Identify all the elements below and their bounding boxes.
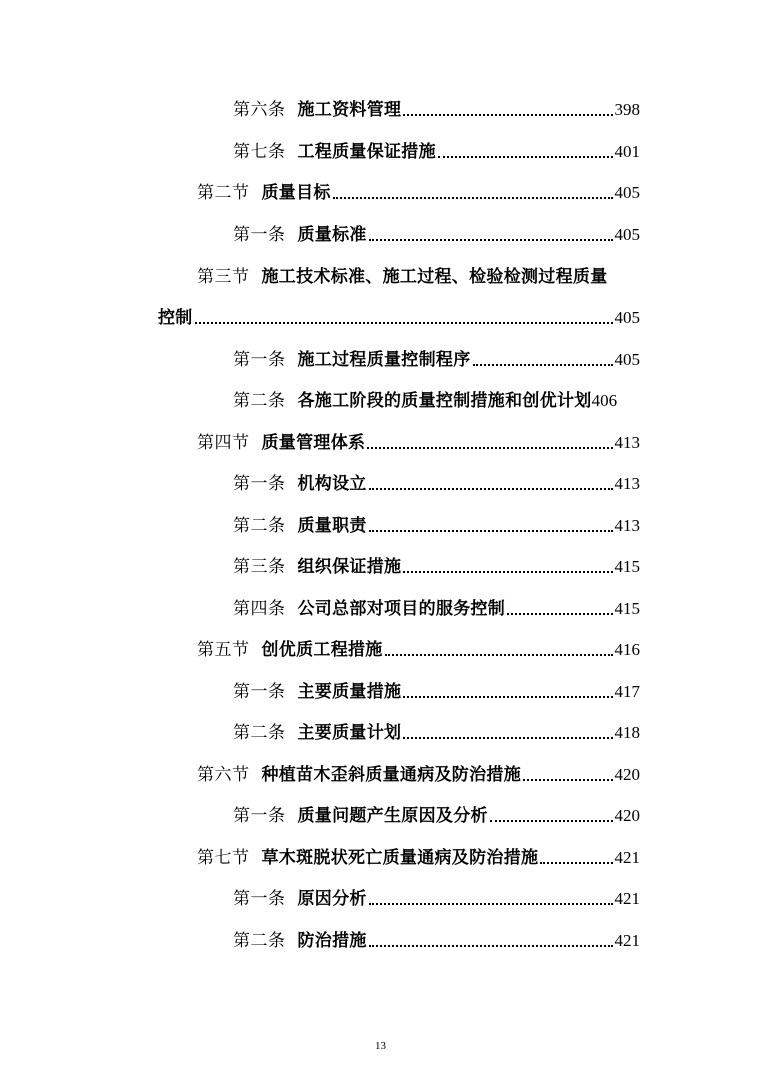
dot-leader <box>369 488 613 490</box>
toc-entry-label: 第一条 <box>233 682 286 702</box>
dot-leader <box>403 114 612 116</box>
dot-leader <box>403 696 612 698</box>
toc-entry-page: 405 <box>614 350 640 369</box>
toc-entry-label: 第七条 <box>233 142 286 162</box>
toc-entry-page: 413 <box>614 516 640 535</box>
dot-leader <box>369 903 613 905</box>
dot-leader <box>403 571 612 573</box>
toc-entry-title: 机构设立 <box>297 474 367 494</box>
toc-entry-title: 原因分析 <box>297 889 367 909</box>
dot-leader <box>333 197 613 199</box>
toc-entry-title: 施工资料管理 <box>297 100 402 120</box>
toc-entry[interactable] <box>197 428 640 454</box>
toc-entry-page: 421 <box>614 848 640 867</box>
toc-entry-label: 第三节 <box>197 267 250 287</box>
toc-entry-page: 416 <box>614 640 640 659</box>
toc-entry[interactable] <box>233 386 643 412</box>
toc-entry-label: 第一条 <box>233 225 286 245</box>
toc-entry-title: 组织保证措施 <box>297 557 402 577</box>
toc-entry-title: 主要质量计划 <box>297 723 402 743</box>
toc-entry-page: 406 <box>591 391 618 410</box>
toc-entry-title: 质量目标 <box>261 183 331 203</box>
toc-entry-title: 防治措施 <box>297 931 367 951</box>
toc-entry-title: 质量管理体系 <box>261 433 366 453</box>
toc-entry-label: 第一条 <box>233 350 286 370</box>
dot-leader <box>490 820 613 822</box>
dot-leader <box>369 239 613 241</box>
toc-entry[interactable] <box>233 552 640 578</box>
toc-entry[interactable] <box>233 345 640 371</box>
toc-entry-continuation[interactable] <box>158 303 640 329</box>
toc-entry-page: 405 <box>614 225 640 244</box>
toc-entry[interactable] <box>233 801 640 827</box>
toc-entry[interactable] <box>233 718 640 744</box>
toc-entry[interactable] <box>197 843 640 869</box>
toc-entry-page: 401 <box>614 142 640 161</box>
toc-entry[interactable] <box>233 594 640 620</box>
toc-entry-label: 第一条 <box>233 889 286 909</box>
toc-entry-label: 第二条 <box>233 391 286 411</box>
dot-leader <box>385 654 613 656</box>
toc-entry-page: 421 <box>614 931 640 950</box>
toc-entry[interactable] <box>197 262 640 288</box>
toc-entry-title: 施工技术标准、施工过程、检验检测过程质量 <box>261 267 608 287</box>
toc-entry-label: 第四条 <box>233 599 286 619</box>
dot-leader <box>438 156 613 158</box>
toc-entry-label: 第四节 <box>197 433 250 453</box>
toc-entry-label: 第三条 <box>233 557 286 577</box>
toc-entry[interactable] <box>233 469 640 495</box>
toc-entry-page: 418 <box>614 723 640 742</box>
toc-entry-label: 第二节 <box>197 183 250 203</box>
toc-entry-page: 415 <box>614 599 640 618</box>
toc-entry-label: 第二条 <box>233 723 286 743</box>
toc-entry-label: 第二条 <box>233 516 286 536</box>
toc-entry-page: 421 <box>614 889 640 908</box>
toc-entry-label: 第五节 <box>197 640 250 660</box>
page-number: 13 <box>375 1040 386 1052</box>
dot-leader <box>540 862 612 864</box>
toc-entry-page: 413 <box>614 474 640 493</box>
toc-entry-title: 控制 <box>158 308 193 328</box>
toc-entry-label: 第一条 <box>233 806 286 826</box>
toc-entry-page: 420 <box>614 765 640 784</box>
toc-entry[interactable] <box>233 511 640 537</box>
toc-entry-page: 420 <box>614 806 640 825</box>
toc-entry-label: 第六条 <box>233 100 286 120</box>
toc-entry-title: 质量问题产生原因及分析 <box>297 806 488 826</box>
toc-entry[interactable] <box>233 220 640 246</box>
dot-leader <box>523 779 613 781</box>
toc-entry-page: 413 <box>614 433 640 452</box>
dot-leader <box>195 322 613 324</box>
toc-entry[interactable] <box>197 760 640 786</box>
toc-entry-page: 405 <box>614 183 640 202</box>
toc-entry[interactable] <box>233 884 640 910</box>
toc-entry-title: 各施工阶段的质量控制措施和创优计划 <box>297 391 592 411</box>
toc-entry-page: 405 <box>614 308 640 327</box>
toc-entry-title: 公司总部对项目的服务控制 <box>297 599 506 619</box>
toc-entry-label: 第一条 <box>233 474 286 494</box>
toc-entry-title: 主要质量措施 <box>297 682 402 702</box>
toc-entry-page: 415 <box>614 557 640 576</box>
dot-leader <box>369 530 613 532</box>
toc-entry-label: 第六节 <box>197 765 250 785</box>
toc-entry[interactable] <box>233 137 640 163</box>
toc-entry[interactable] <box>233 926 640 952</box>
dot-leader <box>369 945 613 947</box>
toc-entry-title: 施工过程质量控制程序 <box>297 350 471 370</box>
toc-entry-title: 质量职责 <box>297 516 367 536</box>
toc-entry-page: 398 <box>614 100 640 119</box>
toc-entry[interactable] <box>233 677 640 703</box>
toc-entry[interactable] <box>197 178 640 204</box>
toc-entry-label: 第七节 <box>197 848 250 868</box>
toc-entry[interactable] <box>197 635 640 661</box>
toc-entry[interactable] <box>233 95 640 121</box>
dot-leader <box>507 613 612 615</box>
toc-entry-title: 工程质量保证措施 <box>297 142 436 162</box>
toc-entry-page: 417 <box>614 682 640 701</box>
toc-entry-title: 草木斑脱状死亡质量通病及防治措施 <box>261 848 539 868</box>
toc-entry-label: 第二条 <box>233 931 286 951</box>
toc-entry-title: 质量标准 <box>297 225 367 245</box>
dot-leader <box>367 447 612 449</box>
dot-leader <box>403 737 612 739</box>
toc-entry-title: 创优质工程措施 <box>261 640 383 660</box>
toc-entry-title: 种植苗木歪斜质量通病及防治措施 <box>261 765 521 785</box>
dot-leader <box>473 364 613 366</box>
